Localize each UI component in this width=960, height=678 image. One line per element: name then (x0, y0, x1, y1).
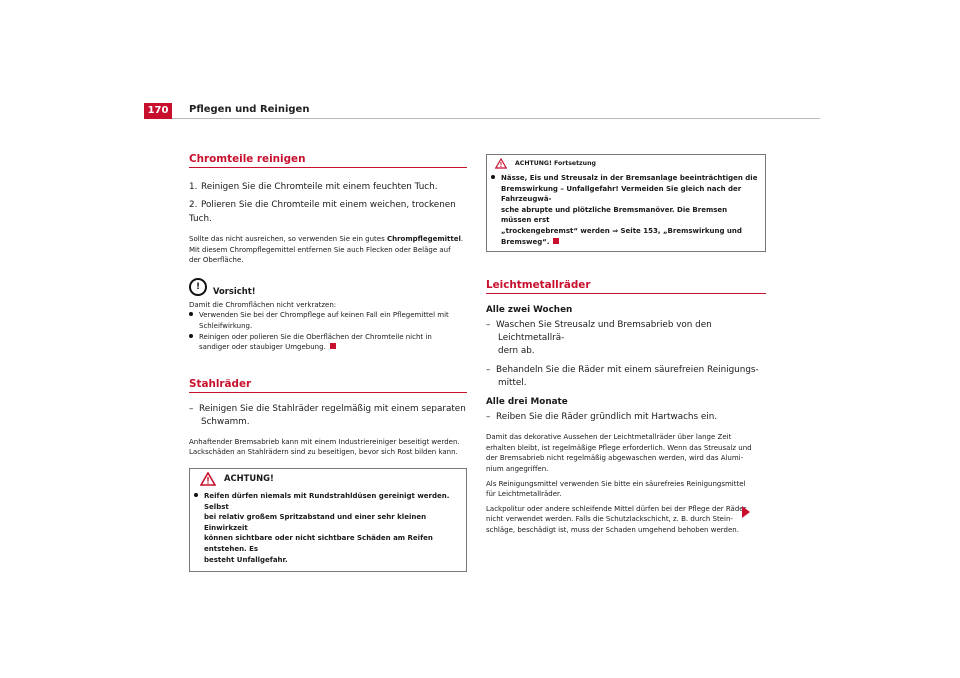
warning-continued-header (487, 155, 765, 171)
warning-box (189, 468, 467, 572)
alloy-instruction-2: – Behandeln Sie die Räder mit einem säurefreien Reinigungs- mittel. (486, 365, 759, 389)
alloy-subheading-biweekly: Alle zwei Wochen (486, 305, 573, 316)
caution-bullet-1: Verwenden Sie bei der Chrompflege auf keinen Fall ein Pflegemittel mit Schleifwirkung. (189, 310, 467, 331)
page-number: 170 (144, 103, 172, 119)
caution-icon: ! (189, 278, 207, 296)
header-rule (172, 118, 820, 119)
steel-paragraph: Anhaftender Bremsabrieb kann mit einem Industriereiniger beseitigt werden. Lackschäden an Stahlrädern sind zu beseitigen, bevor sich Rost bilden kann. (189, 437, 460, 457)
caution-title: Vorsicht! (213, 285, 256, 296)
bullet-dot (189, 312, 193, 316)
warning-continued-box (486, 154, 766, 252)
page-title: Pflegen und Reinigen (189, 104, 310, 115)
warning-triangle-icon (495, 158, 507, 169)
section-heading-steel: Stahlräder (189, 379, 467, 393)
warning-title: ACHTUNG! (224, 473, 274, 484)
warning-header (190, 469, 466, 489)
alloy-paragraph-3: Lackpolitur oder andere schleifende Mittel dürfen bei der Pflege der Räder nicht verwendet werden. Falls die Schutzlackschicht, z. B. durch Stein- schläge, beschädigt ist, muss der Schaden umgehend behoben werden. (486, 504, 747, 534)
step-1: 1. Reinigen Sie die Chromteile mit einem feuchten Tuch. (189, 182, 438, 192)
bullet-dot (189, 334, 193, 338)
end-marker (330, 343, 336, 349)
caution-block (189, 278, 467, 353)
alloy-subheading-quarterly: Alle drei Monate (486, 397, 568, 408)
steel-instruction: – Reinigen Sie die Stahlräder regelmäßig mit einem separaten Schwamm. (189, 403, 466, 427)
chrome-paragraph: Sollte das nicht ausreichen, so verwenden Sie ein gutes Chrompflegemittel. Mit diesem Chrompflegemittel entfernen Sie auch Flecken oder Beläge auf der Oberfläche. (189, 235, 464, 265)
alloy-instruction-3: – Reiben Sie die Räder gründlich mit Hartwachs ein. (486, 412, 718, 423)
warning-text: Reifen dürfen niemals mit Rundstrahldüsen gereinigt werden. Selbst bei relativ großem Spritzabstand und einer sehr kleinen Einwirkzeit können sichtbare oder nicht sichtbare Schäden am Reifen entstehen. Es besteht Unfallgefahr. (190, 489, 466, 571)
caution-bullet-2: Reinigen oder polieren Sie die Oberflächen der Chromteile nicht in sandiger oder staubiger Umgebung. (189, 332, 467, 353)
header-rule-accent (144, 118, 172, 119)
warning-triangle-icon (200, 472, 216, 486)
caution-intro: Damit die Chromflächen nicht verkratzen: (189, 300, 337, 309)
warning-continued-title: ACHTUNG! Fortsetzung (515, 159, 596, 167)
step-2: 2. Polieren Sie die Chromteile mit einem weichen, trockenen Tuch. (189, 200, 456, 224)
alloy-paragraph-2: Als Reinigungsmittel verwenden Sie bitte ein säurefreies Reinigungsmittel für Leichtmetallräder. (486, 479, 746, 499)
section-heading-alloy: Leichtmetallräder (486, 280, 766, 294)
alloy-paragraph-1: Damit das dekorative Aussehen der Leichtmetallräder über lange Zeit erhalten bleibt, ist regelmäßige Pflege erforderlich. Wenn das Streusalz und der Bremsabrieb nicht regelmäßig abgewaschen werden, wird das Alumi- nium angegriffen. (486, 433, 752, 473)
alloy-instruction-1: – Waschen Sie Streusalz und Bremsabrieb von den Leichtmetallrä- dern ab. (486, 320, 712, 357)
end-marker (553, 238, 559, 244)
section-heading-chrome: Chromteile reinigen (189, 154, 467, 168)
next-page-arrow-icon[interactable] (742, 506, 750, 518)
right-column (486, 154, 766, 536)
left-column (189, 154, 467, 572)
bullet-dot (491, 175, 495, 179)
bullet-dot (194, 493, 198, 497)
warning-continued-text: Nässe, Eis und Streusalz in der Bremsanlage beeinträchtigen die Bremswirkung – Unfallgefahr! Vermeiden Sie gleich nach der Fahrzeugwä- sche abrupte und plötzliche Bremsmanöver. Die Bremsen müssen erst „trockengebremst“ werden ⇒ Seite 153, „Bremswirkung und Bremsweg“. (487, 171, 765, 251)
